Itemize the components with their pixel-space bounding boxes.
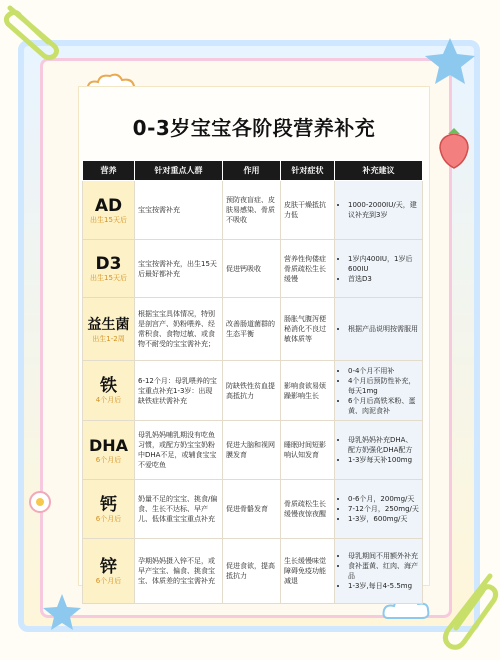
advice-list	[338, 200, 419, 220]
nutrient-name: DHA	[88, 435, 129, 455]
advice-item: • 食补蛋黄、红肉、海产品	[348, 561, 419, 581]
target-group-cell: 根据宝宝具体情况，特别是剖宫产、奶粉喂养、经常积食、食物过敏、或食物不耐受的宝宝需补充；	[135, 298, 223, 361]
effect-cell: 促进大脑和视网膜发育	[223, 421, 281, 480]
nutrient-name: D3	[95, 254, 122, 274]
advice-cell	[335, 181, 423, 240]
nutrient-start-age: 6个月后	[95, 576, 122, 585]
flower-icon	[18, 484, 62, 520]
nutrient-name: 钙	[100, 494, 117, 515]
effect-cell: 促进钙吸收	[223, 240, 281, 298]
nutrient-name: 铁	[100, 376, 117, 396]
advice-cell	[335, 298, 423, 361]
table-row	[83, 240, 423, 298]
paperclip-icon	[0, 0, 70, 60]
nutrient-name: 锌	[100, 556, 117, 577]
advice-item: • 6个月后高铁米粉、蛋黄、肉泥食补	[348, 396, 419, 416]
nutrient-cell	[83, 181, 135, 240]
advice-item: • 0-4个月不用补	[348, 366, 419, 376]
symptom-cell: 生长缓慢味觉障碍免疫功能减退	[281, 539, 335, 604]
advice-item: • 母乳妈妈补充DHA、配方奶强化DHA配方	[348, 435, 419, 455]
advice-list	[338, 551, 419, 591]
advice-list	[338, 324, 419, 334]
table-row	[83, 181, 423, 240]
effect-cell: 预防夜盲症、皮肤易感染、骨质不吸收	[223, 181, 281, 240]
header-nutrient: 营养	[83, 161, 135, 181]
advice-cell	[335, 539, 423, 604]
nutrient-cell	[83, 480, 135, 539]
advice-item: • 母乳期间不用额外补充	[348, 551, 419, 561]
header-target-group: 针对重点人群	[135, 161, 223, 181]
advice-list	[338, 254, 419, 284]
star-icon	[38, 590, 86, 634]
advice-item: • 0-6个月，200mg/天	[348, 494, 419, 504]
advice-item: • 4个月后预防性补充，每天1mg	[348, 376, 419, 396]
nutrient-cell	[83, 421, 135, 480]
nutrient-start-age: 出生15天后	[90, 215, 127, 224]
target-group-cell: 母乳妈妈哺乳期没有吃鱼习惯，或配方奶宝宝奶粉中DHA不足，或辅食宝宝不爱吃鱼	[135, 421, 223, 480]
nutrient-cell	[83, 361, 135, 421]
effect-cell: 防缺铁性贫血提高抵抗力	[223, 361, 281, 421]
symptom-cell: 骨质疏松生长缓慢夜惊夜醒	[281, 480, 335, 539]
nutrient-cell	[83, 539, 135, 604]
advice-item: • 1-3岁,每日4-5.5mg	[348, 581, 419, 591]
advice-item: • 首选D3	[348, 274, 419, 284]
table-row	[83, 421, 423, 480]
strawberry-icon	[434, 126, 474, 170]
effect-cell: 改善肠道菌群的生态平衡	[223, 298, 281, 361]
target-group-cell: 奶量不足的宝宝、挑食/偏食、生长不达标、早产儿、低体重宝宝重点补充	[135, 480, 223, 539]
nutrient-cell	[83, 298, 135, 361]
target-group-cell: 宝宝按需补充	[135, 181, 223, 240]
target-group-cell: 6-12个月：母乳喂养的宝宝重点补充1-3岁：出现缺铁症状需补充	[135, 361, 223, 421]
nutrient-start-age: 4个月后	[95, 396, 122, 404]
advice-item: • 7-12个月，250mg/天	[348, 504, 419, 514]
nutrient-start-age: 出生1-2周	[92, 334, 125, 343]
advice-cell	[335, 240, 423, 298]
nutrient-start-age: 6个月后	[95, 514, 122, 523]
advice-list	[338, 494, 419, 524]
header-effect: 作用	[223, 161, 281, 181]
nutrition-table	[82, 160, 423, 604]
table-row	[83, 480, 423, 539]
target-group-cell: 孕期妈妈摄入锌不足，或早产宝宝、偏食、挑食宝宝、体质差的宝宝需补充	[135, 539, 223, 604]
symptom-cell: 影响食欲易烦躁影响生长	[281, 361, 335, 421]
nutrient-cell	[83, 240, 135, 298]
effect-cell: 促进食欲，提高抵抗力	[223, 539, 281, 604]
advice-item: • 1-3岁，600mg/天	[348, 514, 419, 524]
table-header-row	[83, 161, 423, 181]
star-icon	[420, 34, 480, 86]
advice-list	[338, 435, 419, 465]
symptom-cell: 皮肤干燥抵抗力低	[281, 181, 335, 240]
advice-item: • 根据产品说明按需服用	[348, 324, 419, 334]
advice-cell	[335, 421, 423, 480]
header-symptom: 针对症状	[281, 161, 335, 181]
symptom-cell: 睡眠时间短影响认知发育	[281, 421, 335, 480]
advice-item: • 1岁内400IU，1岁后600IU	[348, 254, 419, 274]
advice-item: • 1000-2000IU/天，建议补充到3岁	[348, 200, 419, 220]
table-row	[83, 539, 423, 604]
header-advice: 补充建议	[335, 161, 423, 181]
nutrient-name: AD	[94, 195, 123, 216]
nutrient-start-age: 出生15天后	[90, 274, 127, 282]
symptom-cell: 营养性佝偻症骨质疏松生长缓慢	[281, 240, 335, 298]
advice-cell	[335, 480, 423, 539]
paperclip-icon	[430, 570, 500, 660]
advice-cell	[335, 361, 423, 421]
page-title: 0-3岁宝宝各阶段营养补充	[132, 116, 376, 140]
effect-cell: 促进骨骼发育	[223, 480, 281, 539]
advice-item: • 1-3岁每天补100mg	[348, 455, 419, 465]
nutrient-name: 益生菌	[87, 316, 130, 333]
nutrient-start-age: 6个月后	[95, 455, 122, 464]
table-row	[83, 298, 423, 361]
symptom-cell: 肠胀气腹泻便秘消化不良过敏体质等	[281, 298, 335, 361]
table-row	[83, 361, 423, 421]
advice-list	[338, 366, 419, 416]
target-group-cell: 宝宝按需补充，出生15天后最好都补充	[135, 240, 223, 298]
